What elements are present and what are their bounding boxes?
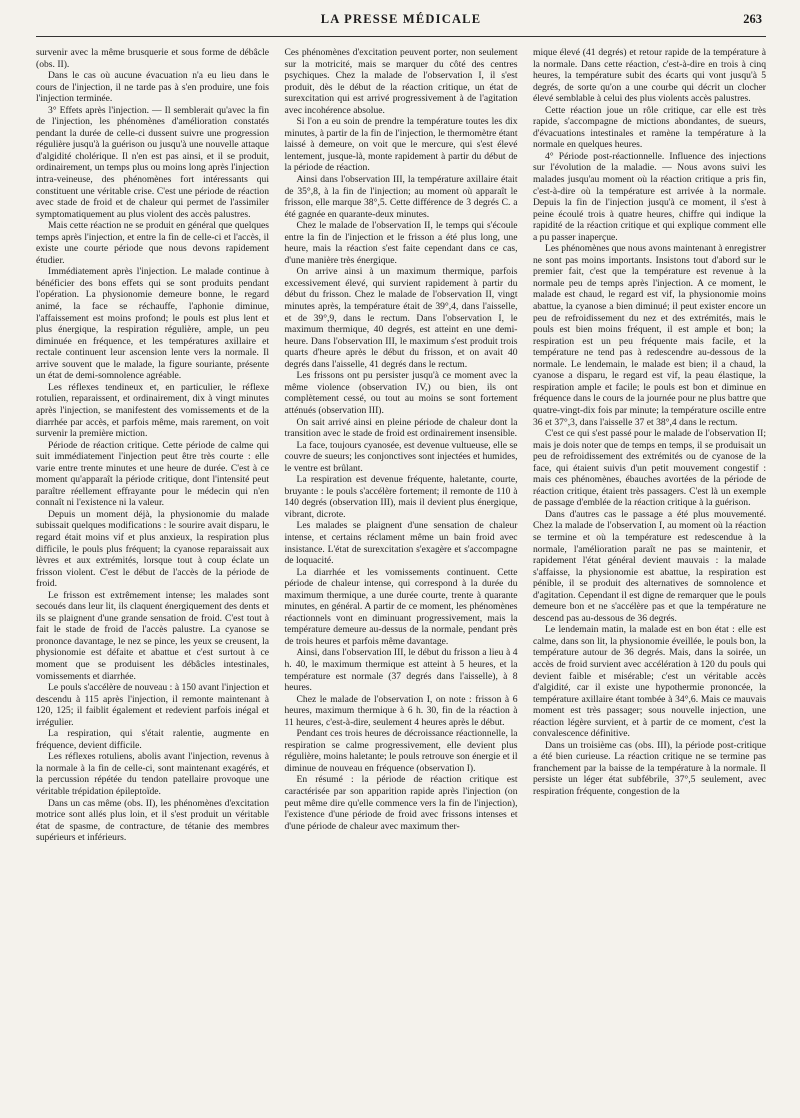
paragraph: Les réflexes tendineux et, en particulier, le réflexe rotulien, reparaissent, et ordinairement, dix à vingt minutes après l'injection, se manifestent des vomissements et de la diarrhée par accès, et parfois même, mais rarement, on voit survenir la première miction.: [36, 381, 269, 440]
paragraph: Le lendemain matin, la malade est en bon état : elle est calme, dans son lit, la physionomie éveillée, le pouls bon, la température autour de 36 degrés. Mais, dans la soirée, un accès de froid survient avec accélération à 120 du pouls qui devient faible et misérable; c'est un véritable accès d'algidité, car il existe une hypothermie prononcée, la température axillaire étant tombée à 34°,6. Mais ce mauvais moment est très passager; sous nouvelle injection, une réaction légère survient, et à partir de ce moment, c'est la convalescence définitive.: [533, 624, 766, 740]
paragraph: Les frissons ont pu persister jusqu'à ce moment avec la même violence (observation IV,) ou bien, ils ont complètement cessé, ou tout au moins se sont fortement atténués (observation III).: [284, 370, 518, 416]
paragraph: Chez le malade de l'observation II, le temps qui s'écoule entre la fin de l'injection et le frisson a été plus long, une heure, mais la réaction s'est faite cependant dans ce cas, d'une manière très énergique.: [284, 220, 518, 266]
paragraph: On arrive ainsi à un maximum thermique, parfois excessivement élevé, qui survient rapidement à partir du début du frisson. Chez le malade de l'observation II, vingt minutes après, la température était de 39°,4, dans l'aisselle, et de 39°,9, dans le rectum. Dans l'observation I, le maximum thermique, 40 degrés, est atteint en une demi-heure. Dans l'observation III, le maximum s'est produit trois quarts d'heure après le début du frisson, et on avait 40 degrés dans l'aisselle, 41 degrés dans le rectum.: [284, 266, 518, 370]
paragraph: Chez le malade de l'observation I, on note : frisson à 6 heures, maximum thermique à 6 h. 30, fin de la réaction à 11 heures, c'est-à-dire, seulement 4 heures après le début.: [284, 693, 518, 728]
paragraph: survenir avec la même brusquerie et sous forme de débâcle (obs. II).: [36, 47, 269, 70]
paragraph: Immédiatement après l'injection. Le malade continue à bénéficier des bons effets qui se sont produits pendant l'opération. La physionomie demeure bonne, le regard animé, la face se réchauffe, l'aphonie diminue, l'affaissement est moins profond; le pouls est plus lent et plus énergique, la respiration régulière, ample, un peu diminuée en fréquence, et les températures axillaire et rectale continuent leur ascension lente vers la normale. Il arrive souvent que le malade, la figure souriante, présente un état de demi-somnolence agréable.: [36, 266, 269, 382]
paragraph: Ainsi dans l'observation III, la température axillaire était de 35°,8, à la fin de l'injection; au moment où apparaît le frisson, elle marque 38°,5. Cette différence de 3 degrés C. a été gagnée en quarante-deux minutes.: [284, 174, 518, 220]
paragraph: Cette réaction joue un rôle critique, car elle est très rapide, s'accompagne de mictions abondantes, de sueurs, d'évacuations intestinales et ramène la température à la normale en quelques heures.: [533, 104, 766, 151]
paragraph: Période de réaction critique. Cette période de calme qui suit immédiatement l'injection peut être très courte : elle varie entre trente minutes et une heure de durée. C'est à ce moment qu'apparaît la période critique, dont l'intensité peut paraître réellement effrayante pour le médecin qui n'en connaît ni l'existence ni la valeur.: [36, 439, 269, 509]
paragraph: En résumé : la période de réaction critique est caractérisée par son apparition rapide après l'injection (on peut même dire qu'elle commence vers la fin de l'injection), l'existence d'une période de froid avec frissons intenses et d'une période de chaleur avec maximum ther-: [284, 774, 518, 832]
paragraph: Dans le cas où aucune évacuation n'a eu lieu dans le cours de l'injection, il ne tarde pas à s'en produire, une fois l'injection terminée.: [36, 70, 269, 105]
paragraph: Le frisson est extrêmement intense; les malades sont secoués dans leur lit, ils claquent énergiquement des dents et ils se plaignent d'une grande sensation de froid. C'est tout à fait le stade de froid de l'accès palustre. La cyanose se prononce davantage, le nez se pince, les yeux se creusent, la physionomie est défaite et abattue et c'est surtout à ce moment que se produisent les débâcles intestinales, vomissements et diarrhée.: [36, 589, 269, 682]
column-right: [533, 47, 766, 844]
paragraph: La diarrhée et les vomissements continuent. Cette période de chaleur intense, qui correspond à la durée du maximum thermique, a une durée courte, trente à quarante minutes, en général. A partir de ce moment, les phénomènes réactionnels vont en diminuant progressivement, mais la température demeure au-dessus de la normale, pendant près de trois heures et parfois même davantage.: [284, 566, 518, 647]
paragraph: La respiration, qui s'était ralentie, augmente en fréquence, devient difficile.: [36, 728, 269, 751]
text-columns: [36, 47, 766, 844]
paragraph: La respiration est devenue fréquente, haletante, courte, bruyante : le pouls s'accélère fortement; il remonte de 110 à 140 degrés (observation III), mais il devient plus énergique, vibrant, dicrote.: [284, 474, 518, 520]
paragraph: Les réflexes rotuliens, abolis avant l'injection, revenus à la normale à la fin de celle-ci, sont maintenant exagérés, et la percussion répétée du tendon patellaire provoque une véritable trépidation épileptoïde.: [36, 751, 269, 797]
paragraph: Si l'on a eu soin de prendre la température toutes les dix minutes, à partir de la fin de l'injection, le thermomètre étant laissé à demeure, on voit que le mercure, qui s'est élevé lentement, jusque-là, monte rapidement à partir du début de la période de réaction.: [284, 116, 518, 174]
running-title: LA PRESSE MÉDICALE: [320, 12, 482, 26]
paragraph: 4° Période post-réactionnelle. Influence des injections sur l'évolution de la maladie. — Nous avons suivi les malades jusqu'au moment où la réaction critique a pris fin, c'est-à-dire où la température est arrivée à la normale. Depuis la fin de l'injection jusqu'à ce moment, il s'est à peine écoulé trois à quatre heures, chiffre qui indique la rapidité de la réaction critique et qui explique comment elle a pu passer inaperçue.: [533, 150, 766, 243]
paragraph: Le pouls s'accélère de nouveau : à 150 avant l'injection et descendu à 115 après l'injection, il remonte maintenant à 120, 125; il faiblit également et redevient parfois inégal et irrégulier.: [36, 682, 269, 728]
paragraph: Depuis un moment déjà, la physionomie du malade subissait quelques modifications : le sourire avait disparu, le regard était moins vif et plus anxieux, la respiration plus difficile, le pouls plus fréquent; la cyanose reparaissait aux lèvres et aux extrémités, lorsque tout à coup éclate un frisson violent. C'est le début de l'accès de la période de froid.: [36, 508, 269, 590]
page-header: [36, 0, 766, 37]
paragraph: Dans un cas même (obs. II), les phénomènes d'excitation motrice sont allés plus loin, et il s'est produit un véritable état de spasme, de contracture, de tétanie des membres supérieurs et inférieurs.: [36, 797, 269, 844]
page-number: 263: [743, 12, 762, 26]
paragraph: Les phénomènes que nous avons maintenant à enregistrer ne sont pas moins importants. Insistons tout d'abord sur le premier fait, c'est que la température est revenue à la normale peu de temps après l'injection. A ce moment, le malade est chaud, le regard est vif, la physionomie moins abattue, la cyanose a bien diminué; il peut exister encore un peu de refroidissement du nez et des extrémités, mais le pouls est bien moins fréquent, il est ample et bon; la respiration est un peu fréquente mais facile, et la température ne tend pas à redescendre au-dessous de la normale. Le lendemain, le malade est bien; il a chaud, la cyanose a disparu, le regard est vif, la peau élastique, la respiration ample et facile; le pouls est bon et diminue en fréquence dans le cours de la journée pour ne plus battre que quatre-vingt-dix fois par minute; la température oscille entre 36 et 37°,3, dans l'aisselle 37 et 38°,4 dans le rectum.: [533, 243, 766, 428]
paragraph: 3° Effets après l'injection. — Il semblerait qu'avec la fin de l'injection, les phénomènes d'amélioration constatés pendant la durée de celle-ci dussent suivre une progression régulière jusqu'à la guérison ou jusqu'à une nouvelle attaque d'algidité cholérique. Il n'en est pas ainsi, et il se produit, ordinairement, un temps plus ou moins long après l'injection intra-veineuse, des phénomènes fort intéressants qui constituent une véritable crise. C'est une période de réaction avec stade de froid et de chaleur qui permet de l'assimiler symptomatiquement au plus violent des accès palustres.: [36, 104, 269, 220]
paragraph: La face, toujours cyanosée, est devenue vultueuse, elle se couvre de sueurs; les conjonctives sont injectées et humides, le ventre est brûlant.: [284, 439, 518, 474]
paragraph: C'est ce qui s'est passé pour le malade de l'observation II; mais je dois noter que de temps en temps, il se produisait un peu de refroidissement des extrémités ou de cyanose de la face, qui étaient suivis d'un petit mouvement congestif : mais ces phénomènes, ébauches avortées de la période de réaction critique, étaient très passagers. C'est là un exemple de passage d'emblée de la réaction critique à la guérison.: [533, 428, 766, 509]
paragraph: Mais cette réaction ne se produit en général que quelques temps après l'injection, et entre la fin de celle-ci et l'accès, il existe une courte période que nous devons rapidement étudier.: [36, 220, 269, 266]
paragraph: Ces phénomènes d'excitation peuvent porter, non seulement sur la motricité, mais se marquer du côté des centres psychiques. Chez la malade de l'observation I, il s'est produit, dès le début de la réaction critique, un état de surexcitation qui est arrivé progressivement à de l'agitation avec incohérence absolue.: [284, 47, 518, 116]
paragraph: Pendant ces trois heures de décroissance réactionnelle, la respiration se calme progressivement, elle devient plus régulière, moins haletante; le pouls retrouve son énergie et il diminue de nouveau en fréquence (observation I).: [284, 728, 518, 774]
column-middle: [285, 47, 518, 844]
paragraph: Ainsi, dans l'observation III, le début du frisson a lieu à 4 h. 40, le maximum thermique est atteint à 5 heures, et la température est normale (37 degrés dans l'aisselle), à 8 heures.: [284, 647, 518, 694]
paragraph: mique élevé (41 degrés) et retour rapide de la température à la normale. Dans cette réaction, c'est-à-dire en trois à cinq heures, la température subit des écarts qui vont jusqu'à 5 degrés, de sorte qu'on a une courbe qui décrit un clocher élevé semblable à celui des plus violents accès palustres.: [533, 47, 766, 105]
paragraph: Dans un troisième cas (obs. III), la période post-critique a été bien curieuse. La réaction critique ne se termine pas franchement par la baisse de la température à la normale. Il persiste un léger état subfébrile, 37°,5 seulement, avec respiration fréquente, congestion de la: [533, 739, 766, 797]
paragraph: On sait arrivé ainsi en pleine période de chaleur dont la transition avec le stade de froid est ordinairement insensible.: [284, 416, 518, 440]
paragraph: Les malades se plaignent d'une sensation de chaleur intense, et certains réclament même un bain froid avec insistance. L'état de surexcitation s'exagère et s'accompagne de loquacité.: [284, 520, 518, 567]
paragraph: Dans d'autres cas le passage a été plus mouvementé. Chez la malade de l'observation I, au moment où la réaction se termine et où la température est redescendue à la normale, l'amélioration paraît ne pas se maintenir, et rapidement l'état général devient mauvais : la malade s'affaisse, la physionomie est abattue, la respiration est pénible, il se produit des alternatives de somnolence et d'agitation. Cependant il est digne de remarquer que le pouls demeure bon et ne s'accélère pas et que la température ne descend pas au-dessous de 36 degrés.: [533, 508, 766, 624]
column-left: [36, 47, 269, 844]
